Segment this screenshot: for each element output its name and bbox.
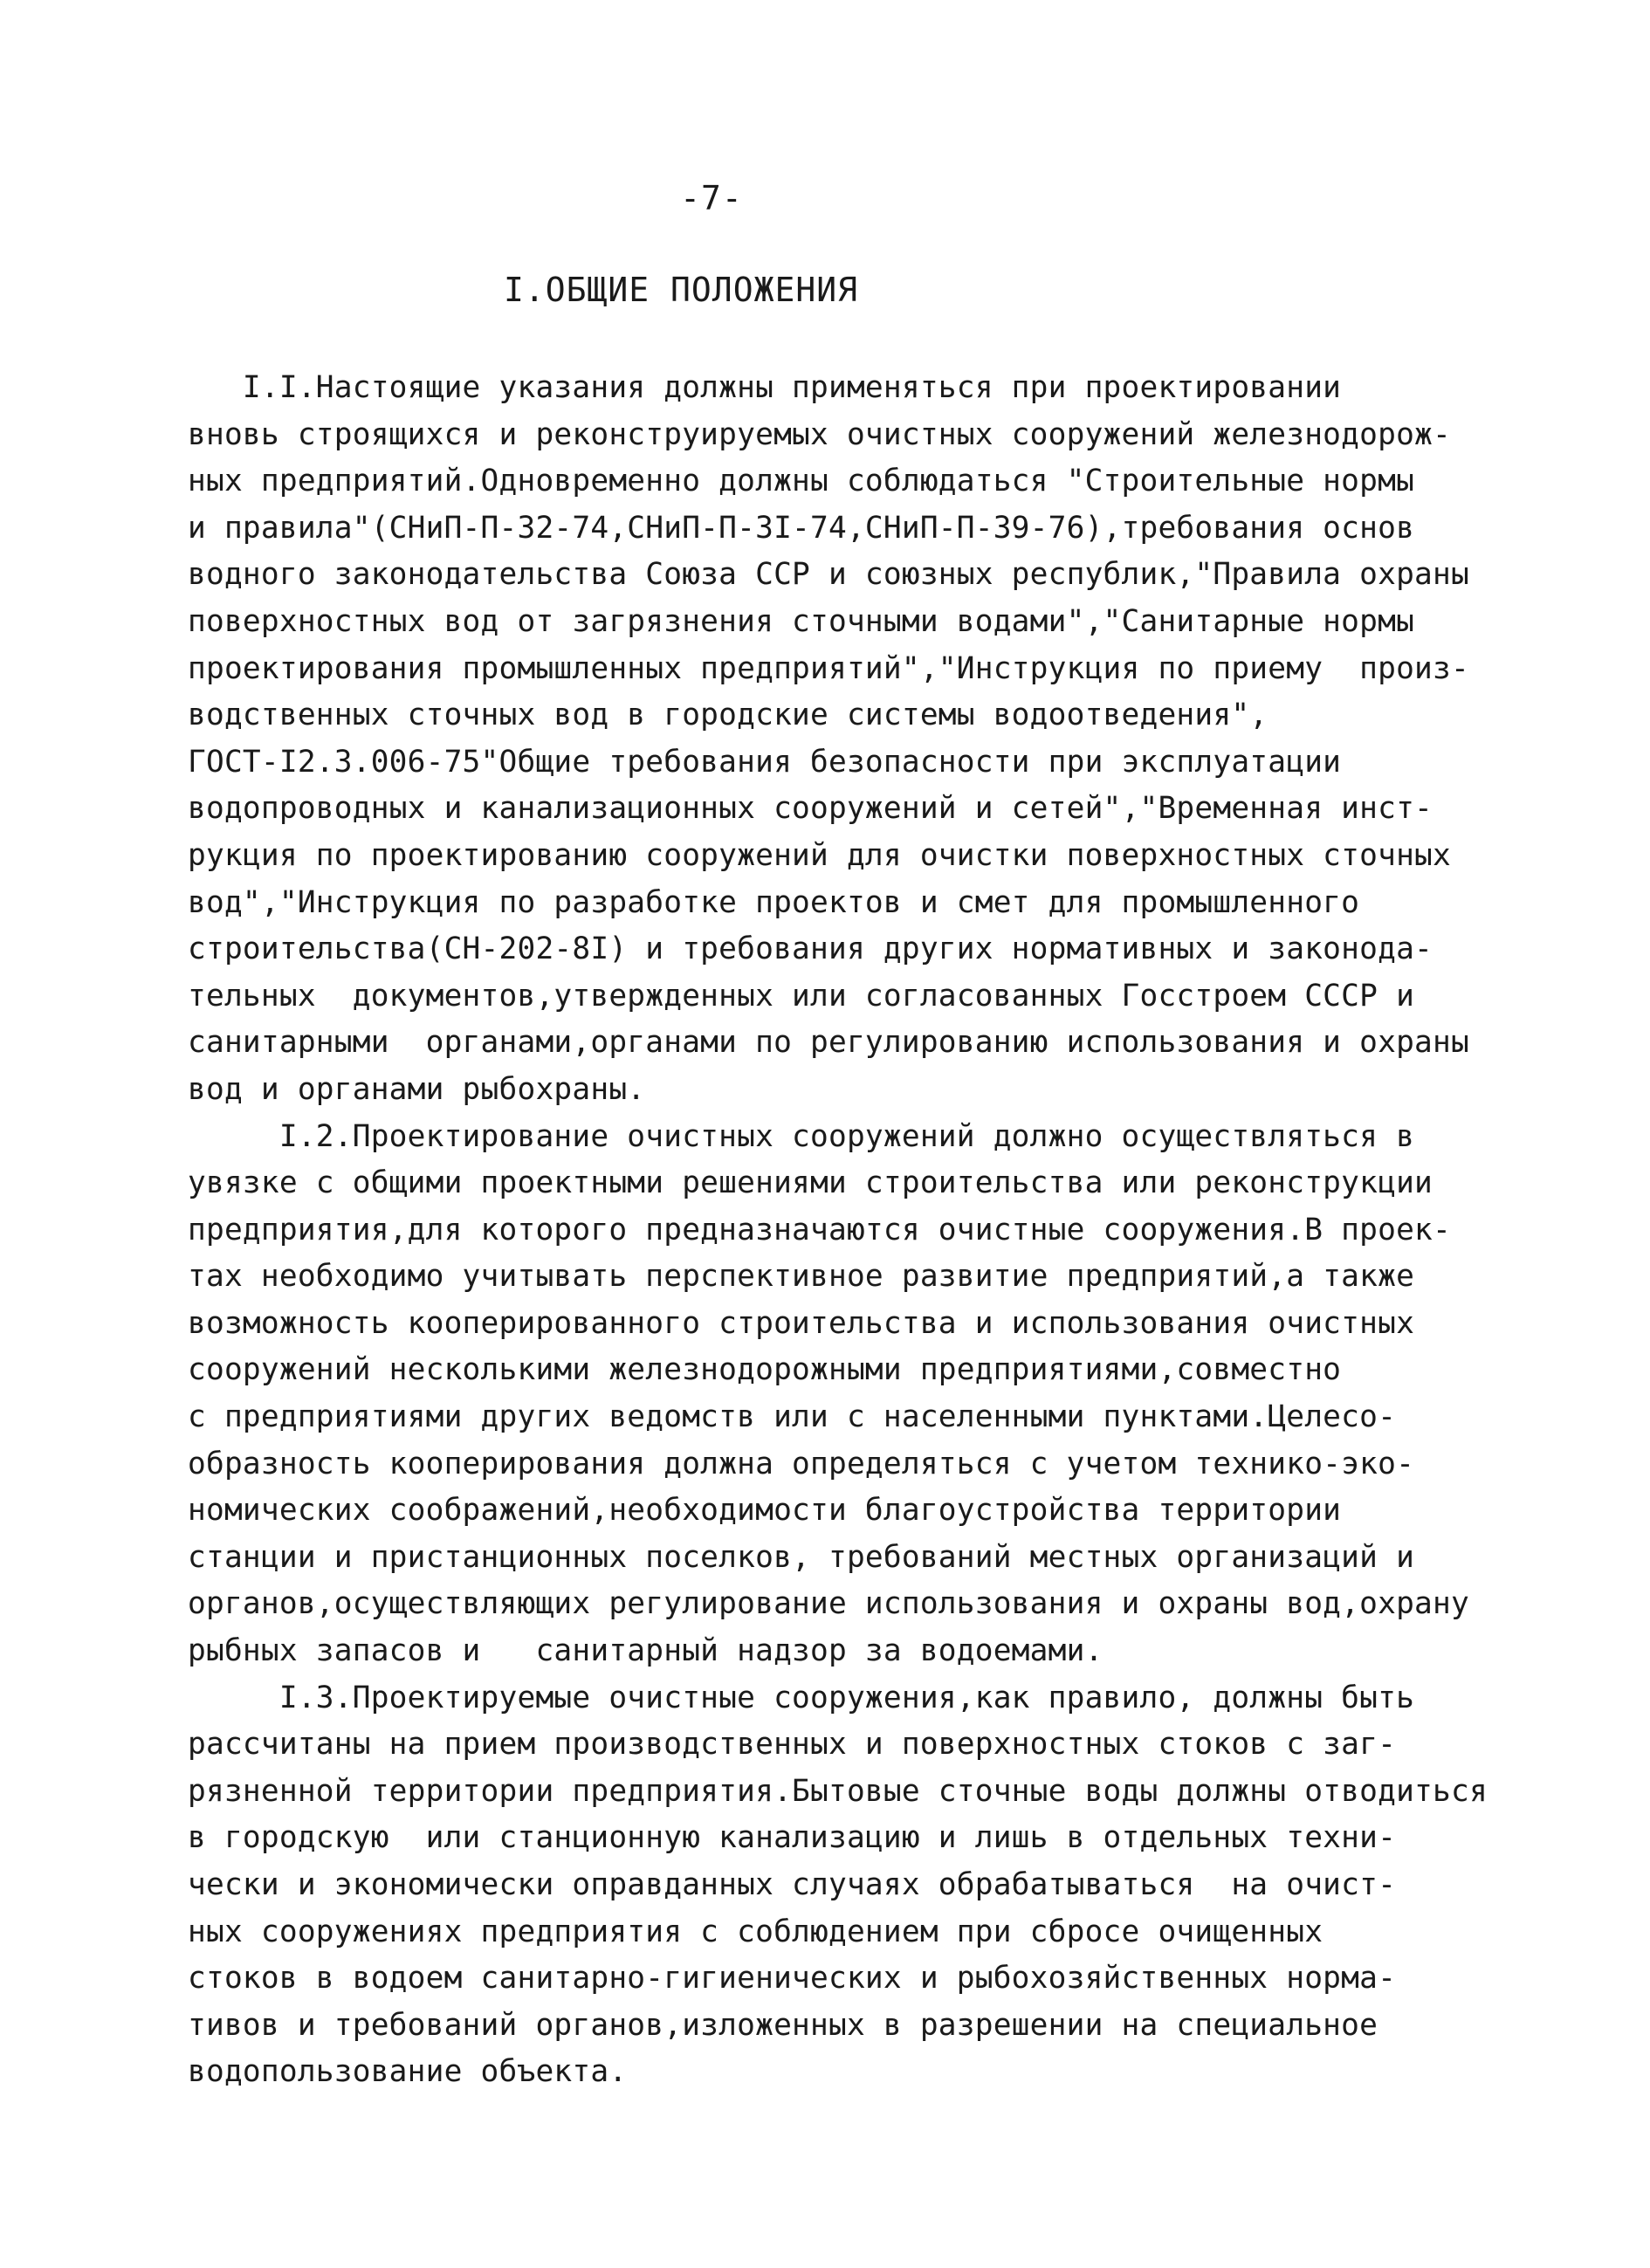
text-line: I.2.Проектирование очистных сооружений должно осуществляться в [188, 1118, 1415, 1154]
text-line: в городскую или станционную канализацию и лишь в отдельных техни- [188, 1820, 1397, 1856]
text-line: проектирования промышленных предприятий","Инструкция по приему произ- [188, 650, 1469, 686]
text-line: вод","Инструкция по разработке проектов и смет для промышленного [188, 884, 1360, 920]
text-line: ГОСТ-I2.3.006-75"Общие требования безопасности при эксплуатации [188, 744, 1342, 780]
text-line: поверхностных вод от загрязнения сточными водами","Санитарные нормы [188, 603, 1415, 639]
text-line: образность кооперирования должна определяться с учетом технико-эко- [188, 1446, 1415, 1481]
text-line: сооружений несколькими железнодорожными предприятиями,совместно [188, 1352, 1342, 1388]
text-line: рукция по проектированию сооружений для очистки поверхностных сточных [188, 837, 1451, 873]
text-line: рассчитаны на прием производственных и поверхностных стоков с заг- [188, 1727, 1397, 1763]
section-title: I.ОБЩИЕ ПОЛОЖЕНИЯ [504, 271, 858, 309]
text-line: ных сооружениях предприятия с соблюдением при сбросе очищенных [188, 1914, 1323, 1949]
text-line: с предприятиями других ведомств или с населенными пунктами.Целесо- [188, 1399, 1397, 1435]
text-line: стоков в водоем санитарно-гигиенических и рыбохозяйственных норма- [188, 1961, 1397, 1997]
text-line: увязке с общими проектными решениями строительства или реконструкции [188, 1165, 1433, 1201]
text-line: чески и экономически оправданных случаях обрабатываться на очист- [188, 1867, 1397, 1902]
text-line: возможность кооперированного строительства и использования очистных [188, 1305, 1415, 1341]
text-line: водственных сточных вод в городские системы водоотведения", [188, 698, 1268, 733]
text-line: санитарными органами,органами по регулированию использования и охраны [188, 1025, 1469, 1061]
page-number: -7- [680, 179, 743, 217]
text-line: станции и пристанционных поселков, требований местных организаций и [188, 1539, 1415, 1575]
text-line: ных предприятий.Одновременно должны соблюдаться "Строительные нормы [188, 464, 1415, 499]
text-line: водопроводных и канализационных сооружений и сетей","Временная инст- [188, 791, 1433, 827]
text-line: и правила"(СНиП-П-32-74,СНиП-П-3I-74,СНиП-П-39-76),требования основ [188, 510, 1415, 546]
text-line: водопользование объекта. [188, 2054, 628, 2090]
text-line: номических соображений,необходимости благоустройства территории [188, 1493, 1342, 1529]
text-line: органов,осуществляющих регулирование использования и охраны вод,охрану [188, 1586, 1469, 1622]
text-line: I.3.Проектируемые очистные сооружения,как правило, должны быть [188, 1680, 1415, 1715]
text-line: вод и органами рыбохраны. [188, 1071, 646, 1107]
text-line: I.I.Настоящие указания должны применяться при проектировании [188, 370, 1342, 405]
text-line: тельных документов,утвержденных или согласованных Госстроем СССР и [188, 978, 1415, 1014]
text-line: рыбных запасов и санитарный надзор за водоемами. [188, 1633, 1103, 1669]
text-line: рязненной территории предприятия.Бытовые сточные воды должны отводиться [188, 1773, 1488, 1809]
text-line: строительства(СН-202-8I) и требования других нормативных и законода- [188, 931, 1433, 967]
text-line: предприятия,для которого предназначаются очистные сооружения.В проек- [188, 1212, 1451, 1247]
text-line: водного законодательства Союза ССР и союзных республик,"Правила охраны [188, 557, 1469, 593]
text-line: тивов и требований органов,изложенных в разрешении на специальное [188, 2007, 1378, 2043]
body-text [188, 365, 1550, 2096]
text-line: вновь строящихся и реконструируемых очистных сооружений железнодорож- [188, 416, 1451, 452]
text-line: тах необходимо учитывать перспективное развитие предприятий,а также [188, 1259, 1415, 1295]
